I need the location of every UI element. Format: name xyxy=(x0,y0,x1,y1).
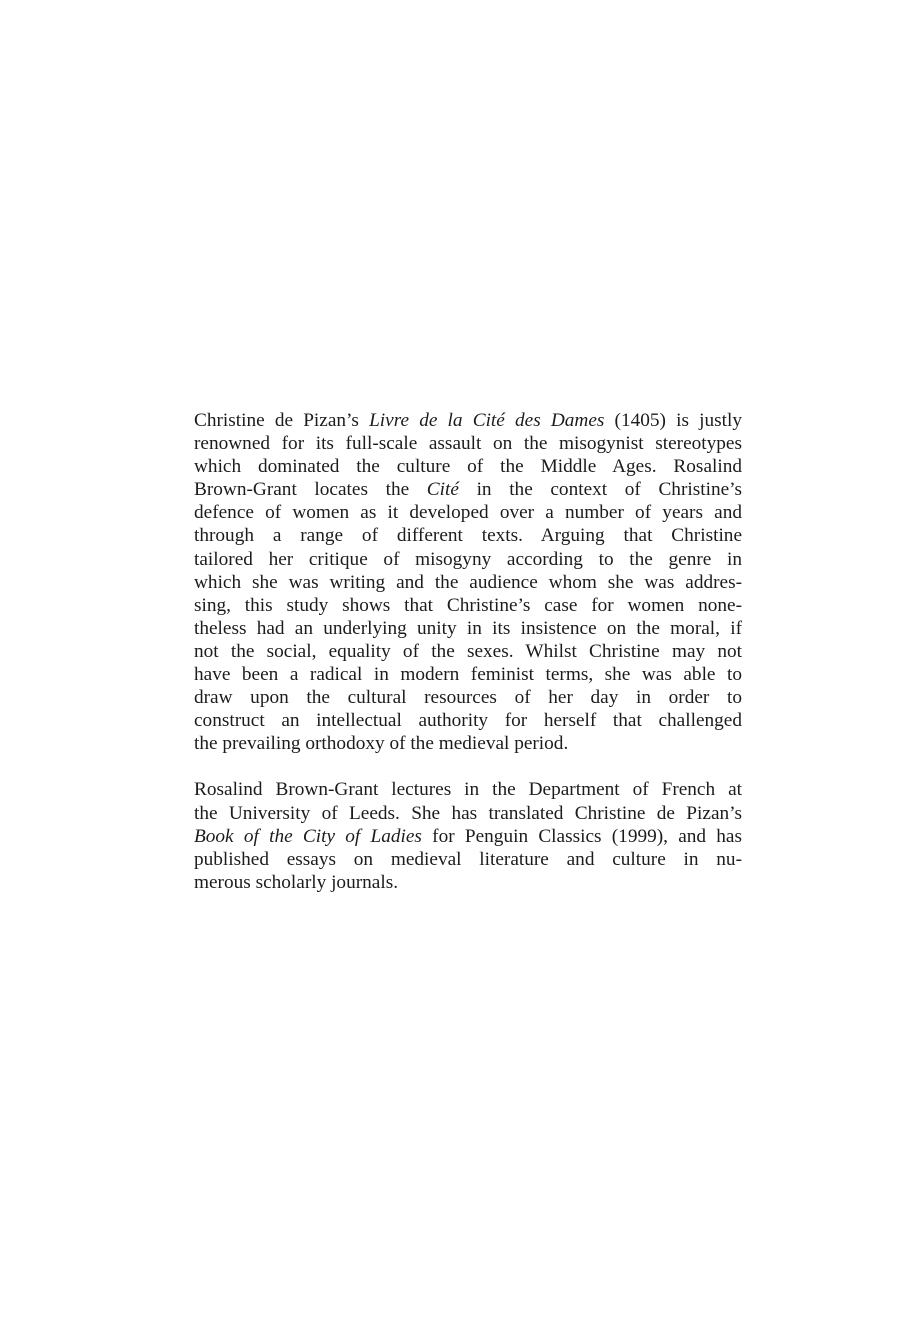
blurb-line: not the social, equality of the sexes. Whilst Christine may not xyxy=(194,640,742,662)
blurb-line: construct an intellectual authority for herself that challenged xyxy=(194,710,742,732)
bio-line: merous scholarly journals. xyxy=(194,871,399,893)
blurb-line: renowned for its full-scale assault on the misogynist stereotypes xyxy=(194,433,742,455)
author-bio-paragraph xyxy=(194,778,742,893)
blurb-line: through a range of different texts. Arguing that Christine xyxy=(194,525,742,547)
blurb-line: which she was writing and the audience whom she was addres- xyxy=(194,571,742,593)
bio-line: Rosalind Brown-Grant lectures in the Department of French at xyxy=(194,779,742,801)
book-title-city-of-ladies: Book of the City of Ladies xyxy=(194,825,422,847)
book-title-cite: Cité xyxy=(426,479,459,501)
blurb-line: sing, this study shows that Christine’s case for women none- xyxy=(194,594,742,616)
blurb-line: tailored her critique of misogyny according to the genre in xyxy=(194,548,742,570)
bio-line: Book of the City of Ladies for Penguin Classics (1999), and has xyxy=(194,825,742,847)
blurb-line: the prevailing orthodoxy of the medieval period. xyxy=(194,733,569,755)
blurb-line: Christine de Pizan’s Livre de la Cité des Dames (1405) is justly xyxy=(194,410,742,431)
text-block xyxy=(194,409,742,894)
blurb-line: theless had an underlying unity in its insistence on the moral, if xyxy=(194,617,742,639)
blurb-line: Brown-Grant locates the Cité in the context of Christine’s xyxy=(194,479,743,501)
blurb-line: have been a radical in modern feminist terms, she was able to xyxy=(194,664,742,686)
bio-line: the University of Leeds. She has translated Christine de Pizan’s xyxy=(194,802,742,824)
book-title-livre: Livre de la Cité des Dames xyxy=(369,410,605,431)
blurb-line: which dominated the culture of the Middle Ages. Rosalind xyxy=(194,456,742,478)
blurb-line: defence of women as it developed over a number of years and xyxy=(194,502,742,524)
blurb-line: draw upon the cultural resources of her day in order to xyxy=(194,687,742,709)
bio-line: published essays on medieval literature and culture in nu- xyxy=(194,848,742,870)
blurb-paragraph xyxy=(194,409,742,755)
